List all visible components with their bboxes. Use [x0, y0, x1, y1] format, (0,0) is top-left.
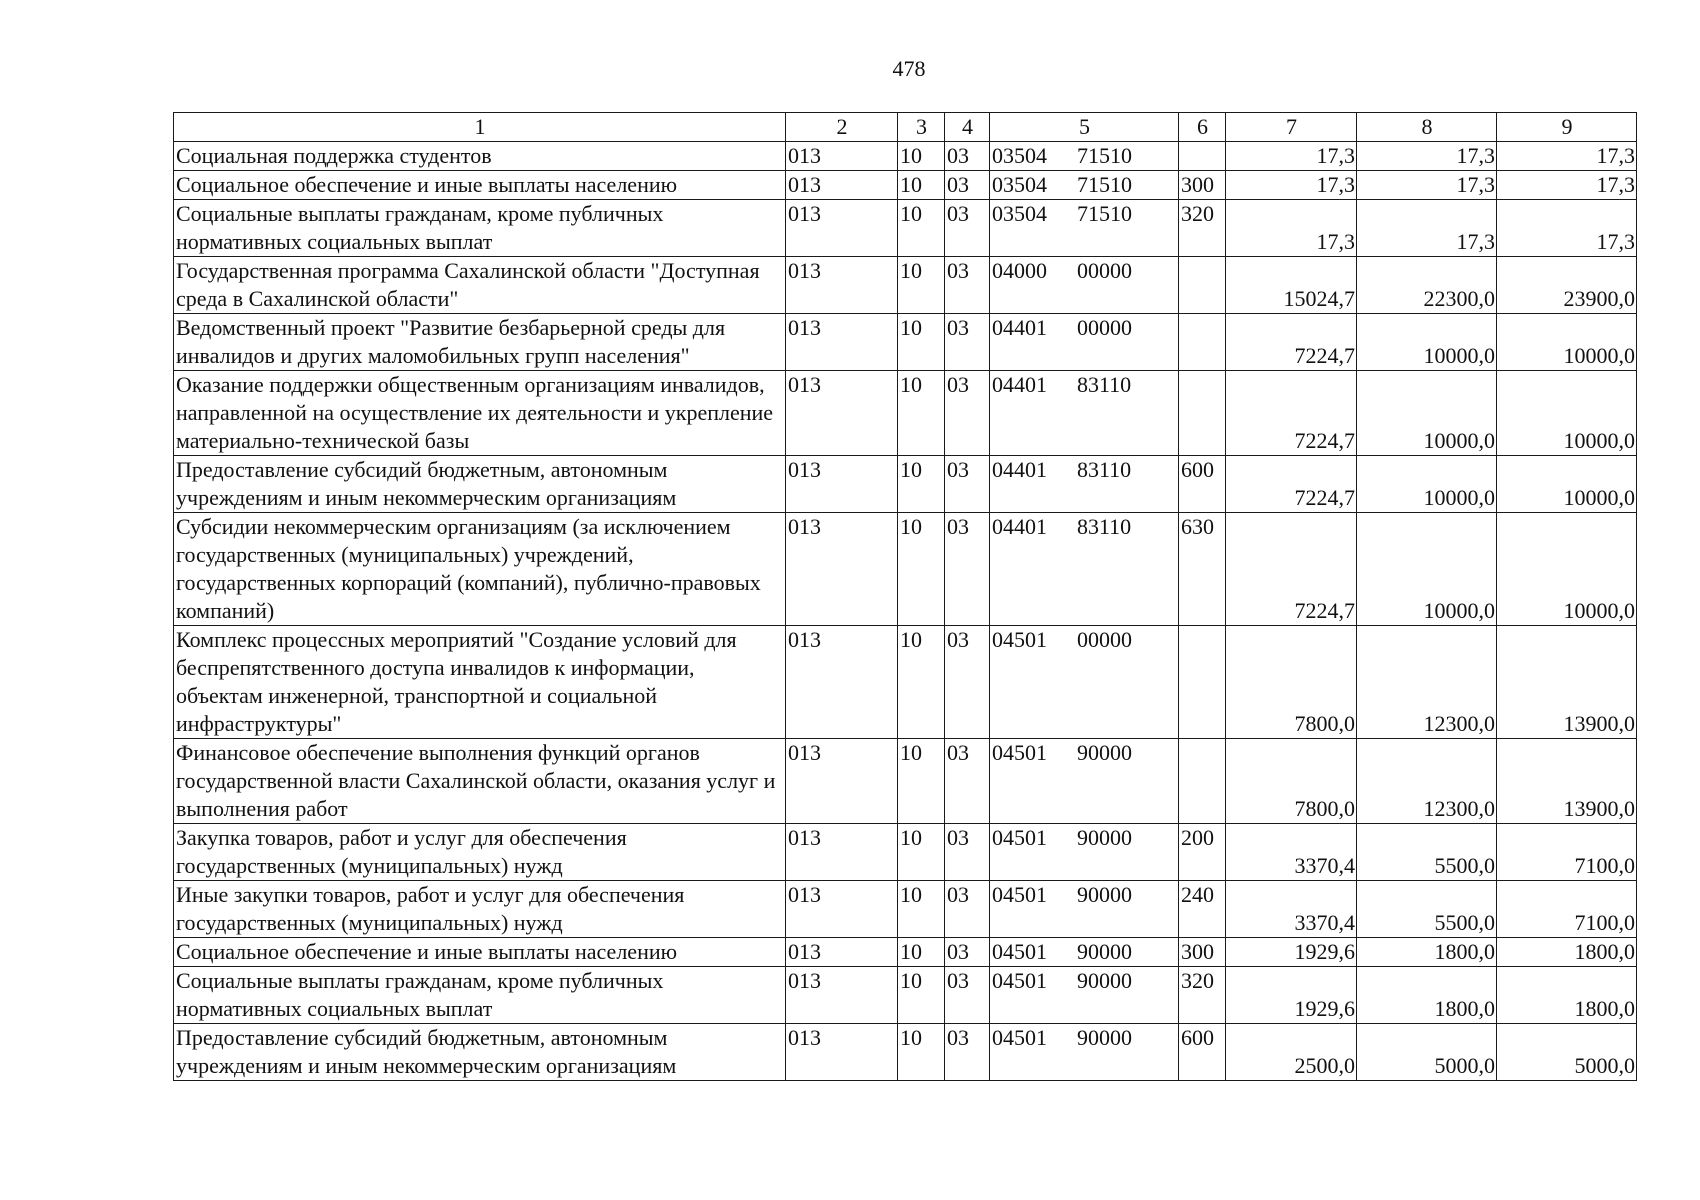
cell-expense-type: 320: [1179, 967, 1226, 1024]
target-article-program: 04401: [992, 372, 1047, 397]
target-article-direction: 90000: [1077, 882, 1132, 907]
cell-ministry-code: 013: [786, 257, 898, 314]
cell-section: 10: [898, 938, 945, 967]
cell-section: 10: [898, 626, 945, 739]
cell-amount-col9: 1800,0: [1497, 967, 1637, 1024]
cell-target-article: [990, 1024, 1179, 1081]
cell-amount-col9: 23900,0: [1497, 257, 1637, 314]
cell-amount-col9: 7100,0: [1497, 824, 1637, 881]
cell-amount-col9: 10000,0: [1497, 513, 1637, 626]
target-article-direction: 00000: [1077, 315, 1132, 340]
cell-section: 10: [898, 1024, 945, 1081]
cell-amount-col7: 7800,0: [1226, 739, 1357, 824]
cell-subsection: 03: [945, 257, 990, 314]
cell-expense-type: [1179, 142, 1226, 171]
cell-subsection: 03: [945, 626, 990, 739]
cell-amount-col7: 7224,7: [1226, 456, 1357, 513]
cell-amount-col9: 17,3: [1497, 200, 1637, 257]
target-article-direction: 71510: [1077, 172, 1132, 197]
row-name: Ведомственный проект "Развитие безбарьерной среды для инвалидов и других маломобильных групп населения": [174, 314, 786, 371]
row-name: Финансовое обеспечение выполнения функций органов государственной власти Сахалинской области, оказания услуг и выполнения работ: [174, 739, 786, 824]
table-row: [174, 881, 1637, 938]
table-row: [174, 200, 1637, 257]
table-body: [174, 142, 1637, 1081]
cell-amount-col8: 1800,0: [1357, 967, 1497, 1024]
cell-amount-col7: 17,3: [1226, 171, 1357, 200]
target-article-program: 04501: [992, 968, 1047, 993]
cell-target-article: [990, 314, 1179, 371]
cell-subsection: 03: [945, 171, 990, 200]
cell-expense-type: 600: [1179, 456, 1226, 513]
cell-subsection: 03: [945, 739, 990, 824]
cell-amount-col8: 17,3: [1357, 200, 1497, 257]
cell-subsection: 03: [945, 1024, 990, 1081]
cell-amount-col9: 17,3: [1497, 142, 1637, 171]
cell-ministry-code: 013: [786, 456, 898, 513]
cell-target-article: [990, 739, 1179, 824]
cell-ministry-code: 013: [786, 881, 898, 938]
cell-amount-col7: 2500,0: [1226, 1024, 1357, 1081]
column-header: 4: [945, 113, 990, 142]
cell-amount-col9: 10000,0: [1497, 314, 1637, 371]
cell-expense-type: [1179, 257, 1226, 314]
cell-target-article: [990, 456, 1179, 513]
table-row: [174, 967, 1637, 1024]
cell-section: 10: [898, 142, 945, 171]
target-article-direction: 83110: [1077, 514, 1132, 539]
table-row: [174, 824, 1637, 881]
column-header: 3: [898, 113, 945, 142]
cell-section: 10: [898, 314, 945, 371]
cell-amount-col8: 22300,0: [1357, 257, 1497, 314]
cell-subsection: 03: [945, 824, 990, 881]
cell-amount-col9: 5000,0: [1497, 1024, 1637, 1081]
target-article-direction: 90000: [1077, 825, 1132, 850]
target-article-direction: 00000: [1077, 258, 1132, 283]
table-row: [174, 371, 1637, 456]
header-row: [174, 113, 1637, 142]
row-name: Социальное обеспечение и иные выплаты населению: [174, 171, 786, 200]
table-row: [174, 513, 1637, 626]
cell-amount-col7: 7224,7: [1226, 371, 1357, 456]
cell-subsection: 03: [945, 200, 990, 257]
target-article-program: 03504: [992, 201, 1047, 226]
target-article-program: 04401: [992, 315, 1047, 340]
cell-target-article: [990, 257, 1179, 314]
cell-ministry-code: 013: [786, 171, 898, 200]
cell-expense-type: 300: [1179, 938, 1226, 967]
column-header: 6: [1179, 113, 1226, 142]
table-row: [174, 257, 1637, 314]
table-row: [174, 171, 1637, 200]
cell-target-article: [990, 967, 1179, 1024]
cell-ministry-code: 013: [786, 626, 898, 739]
cell-target-article: [990, 881, 1179, 938]
cell-section: 10: [898, 200, 945, 257]
row-name: Предоставление субсидий бюджетным, автономным учреждениям и иным некоммерческим организациям: [174, 456, 786, 513]
cell-subsection: 03: [945, 513, 990, 626]
target-article-direction: 83110: [1077, 372, 1132, 397]
cell-amount-col7: 17,3: [1226, 200, 1357, 257]
table-row: [174, 1024, 1637, 1081]
target-article-program: 04501: [992, 939, 1047, 964]
cell-ministry-code: 013: [786, 371, 898, 456]
cell-section: 10: [898, 881, 945, 938]
cell-amount-col8: 17,3: [1357, 171, 1497, 200]
table-row: [174, 456, 1637, 513]
cell-ministry-code: 013: [786, 200, 898, 257]
target-article-program: 04501: [992, 740, 1047, 765]
target-article-direction: 90000: [1077, 740, 1132, 765]
row-name: Социальные выплаты гражданам, кроме публичных нормативных социальных выплат: [174, 200, 786, 257]
cell-section: 10: [898, 967, 945, 1024]
table-row: [174, 626, 1637, 739]
cell-amount-col7: 3370,4: [1226, 881, 1357, 938]
row-name: Социальная поддержка студентов: [174, 142, 786, 171]
cell-amount-col8: 17,3: [1357, 142, 1497, 171]
cell-subsection: 03: [945, 142, 990, 171]
cell-target-article: [990, 200, 1179, 257]
cell-amount-col8: 10000,0: [1357, 314, 1497, 371]
cell-amount-col9: 13900,0: [1497, 739, 1637, 824]
cell-amount-col8: 5000,0: [1357, 1024, 1497, 1081]
target-article-program: 04000: [992, 258, 1047, 283]
cell-amount-col9: 10000,0: [1497, 371, 1637, 456]
cell-section: 10: [898, 739, 945, 824]
target-article-direction: 00000: [1077, 627, 1132, 652]
row-name: Субсидии некоммерческим организациям (за исключением государственных (муниципальных) учреждений, государственных корпораций (компаний), публично-правовых компаний): [174, 513, 786, 626]
cell-expense-type: 630: [1179, 513, 1226, 626]
page-number: 478: [892, 56, 926, 81]
cell-expense-type: [1179, 371, 1226, 456]
cell-amount-col7: 7800,0: [1226, 626, 1357, 739]
cell-expense-type: [1179, 626, 1226, 739]
cell-subsection: 03: [945, 371, 990, 456]
target-article-program: 04501: [992, 825, 1047, 850]
cell-amount-col7: 1929,6: [1226, 938, 1357, 967]
cell-section: 10: [898, 171, 945, 200]
target-article-program: 04501: [992, 627, 1047, 652]
cell-subsection: 03: [945, 938, 990, 967]
cell-section: 10: [898, 513, 945, 626]
cell-ministry-code: 013: [786, 938, 898, 967]
cell-section: 10: [898, 257, 945, 314]
cell-amount-col7: 1929,6: [1226, 967, 1357, 1024]
target-article-direction: 90000: [1077, 968, 1132, 993]
table-row: [174, 142, 1637, 171]
cell-target-article: [990, 142, 1179, 171]
cell-subsection: 03: [945, 881, 990, 938]
cell-expense-type: 240: [1179, 881, 1226, 938]
cell-target-article: [990, 371, 1179, 456]
cell-amount-col9: 10000,0: [1497, 456, 1637, 513]
cell-amount-col8: 10000,0: [1357, 513, 1497, 626]
target-article-program: 04401: [992, 457, 1047, 482]
column-header: 9: [1497, 113, 1637, 142]
cell-target-article: [990, 626, 1179, 739]
row-name: Социальное обеспечение и иные выплаты населению: [174, 938, 786, 967]
cell-expense-type: [1179, 314, 1226, 371]
target-article-direction: 71510: [1077, 143, 1132, 168]
cell-target-article: [990, 171, 1179, 200]
cell-amount-col7: 7224,7: [1226, 314, 1357, 371]
cell-ministry-code: 013: [786, 824, 898, 881]
row-name: Закупка товаров, работ и услуг для обеспечения государственных (муниципальных) нужд: [174, 824, 786, 881]
row-name: Оказание поддержки общественным организациям инвалидов, направленной на осуществление их деятельности и укрепление материально-технической базы: [174, 371, 786, 456]
row-name: Государственная программа Сахалинской области "Доступная среда в Сахалинской области": [174, 257, 786, 314]
row-name: Предоставление субсидий бюджетным, автономным учреждениям и иным некоммерческим организациям: [174, 1024, 786, 1081]
cell-ministry-code: 013: [786, 967, 898, 1024]
cell-section: 10: [898, 824, 945, 881]
cell-amount-col9: 13900,0: [1497, 626, 1637, 739]
cell-amount-col8: 10000,0: [1357, 456, 1497, 513]
cell-target-article: [990, 824, 1179, 881]
target-article-direction: 71510: [1077, 201, 1132, 226]
cell-ministry-code: 013: [786, 142, 898, 171]
cell-expense-type: 200: [1179, 824, 1226, 881]
cell-ministry-code: 013: [786, 314, 898, 371]
target-article-direction: 83110: [1077, 457, 1132, 482]
cell-expense-type: 600: [1179, 1024, 1226, 1081]
table-row: [174, 938, 1637, 967]
row-name: Комплекс процессных мероприятий "Создание условий для беспрепятственного доступа инвалидов к информации, объектам инженерной, транспортной и социальной инфраструктуры": [174, 626, 786, 739]
cell-ministry-code: 013: [786, 739, 898, 824]
cell-amount-col7: 17,3: [1226, 142, 1357, 171]
cell-amount-col8: 5500,0: [1357, 824, 1497, 881]
target-article-program: 04501: [992, 1025, 1047, 1050]
cell-amount-col7: 15024,7: [1226, 257, 1357, 314]
target-article-direction: 90000: [1077, 939, 1132, 964]
column-header: 2: [786, 113, 898, 142]
cell-amount-col7: 3370,4: [1226, 824, 1357, 881]
row-name: Социальные выплаты гражданам, кроме публичных нормативных социальных выплат: [174, 967, 786, 1024]
cell-expense-type: 300: [1179, 171, 1226, 200]
cell-amount-col8: 10000,0: [1357, 371, 1497, 456]
target-article-program: 04501: [992, 882, 1047, 907]
target-article-program: 03504: [992, 172, 1047, 197]
cell-amount-col8: 12300,0: [1357, 626, 1497, 739]
cell-expense-type: 320: [1179, 200, 1226, 257]
cell-amount-col9: 17,3: [1497, 171, 1637, 200]
table-row: [174, 739, 1637, 824]
cell-target-article: [990, 513, 1179, 626]
column-header: 8: [1357, 113, 1497, 142]
cell-amount-col9: 1800,0: [1497, 938, 1637, 967]
cell-amount-col8: 1800,0: [1357, 938, 1497, 967]
row-name: Иные закупки товаров, работ и услуг для обеспечения государственных (муниципальных) нужд: [174, 881, 786, 938]
cell-subsection: 03: [945, 314, 990, 371]
budget-table: [173, 112, 1637, 1081]
column-header: 7: [1226, 113, 1357, 142]
target-article-program: 03504: [992, 143, 1047, 168]
cell-section: 10: [898, 371, 945, 456]
cell-amount-col7: 7224,7: [1226, 513, 1357, 626]
cell-amount-col8: 5500,0: [1357, 881, 1497, 938]
cell-amount-col9: 7100,0: [1497, 881, 1637, 938]
target-article-program: 04401: [992, 514, 1047, 539]
cell-amount-col8: 12300,0: [1357, 739, 1497, 824]
cell-subsection: 03: [945, 456, 990, 513]
column-header: 5: [990, 113, 1179, 142]
cell-subsection: 03: [945, 967, 990, 1024]
target-article-direction: 90000: [1077, 1025, 1132, 1050]
cell-ministry-code: 013: [786, 1024, 898, 1081]
table-row: [174, 314, 1637, 371]
column-header: 1: [174, 113, 786, 142]
cell-expense-type: [1179, 739, 1226, 824]
cell-target-article: [990, 938, 1179, 967]
cell-section: 10: [898, 456, 945, 513]
cell-ministry-code: 013: [786, 513, 898, 626]
